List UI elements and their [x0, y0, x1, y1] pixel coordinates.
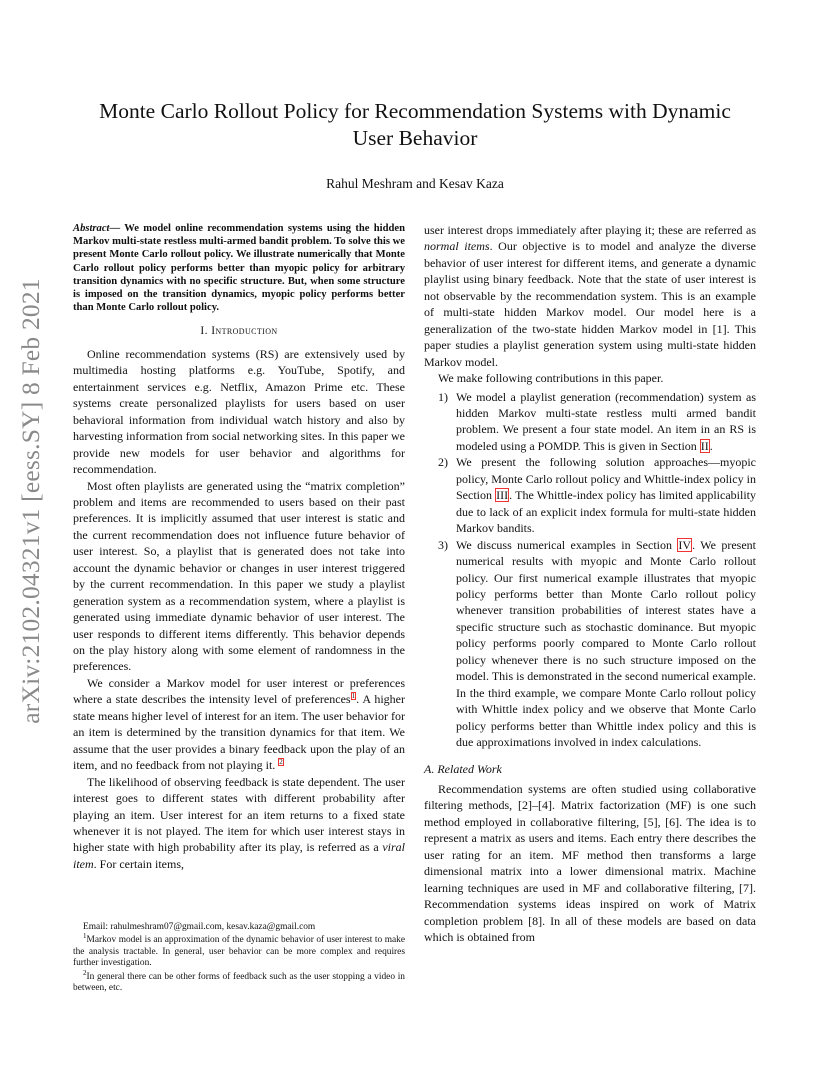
contribution-3-text-b: . We present numerical results with myopic and Monte Carlo rollout policy. Our first numerical example illustrates that myopic policy performs better than Monte Carlo rollout policy whenever transition probabilities of interest states have a specific structure such as stochastic dominance. But myopic policy performs poorly compared to Monte Carlo rollout policy whenever there is no such structure imposed on the model. This is demonstrated in the second numerical example. In the third example, we compare Monte Carlo rollout policy with Whittle index policy and we observe that Monte Carlo policy performs better than Whittle index policy and this is due approximations involved in index calculations. — [456, 537, 756, 750]
intro-paragraph-4 — [73, 774, 405, 873]
left-column — [73, 222, 405, 872]
subsection-heading-related-work: A. Related Work — [424, 761, 502, 776]
abstract-text: — We model online recommendation systems using the hidden Markov multi-state restless multi-armed bandit problem. To solve this we present Monte Carlo rollout policy. We illustrate numerically that Monte Carlo rollout policy performs better than myopic policy for arbitrary transition dynamics with no specific structure. But, when some structure is imposed on the transition dynamics, myopic policy performs better than Monte Carlo rollout policy. — [73, 223, 405, 314]
contribution-2-text-a: We present the following solution approaches—myopic policy, Monte Carlo rollout policy and Whittle-index policy in Section — [456, 455, 756, 503]
section-link-ii[interactable]: II — [700, 438, 709, 453]
section-link-iv[interactable]: IV — [678, 537, 692, 552]
footnote-2-text: In general there can be other forms of feedback such as the user stopping a video in between, etc. — [73, 971, 405, 994]
right-paragraph-1 — [424, 222, 756, 370]
footnote-2-mark: 2 — [83, 968, 87, 977]
abstract — [73, 222, 405, 314]
intro-paragraph-1: Online recommendation systems (RS) are extensively used by multimedia hosting platforms e.g. YouTube, Spotify, and entertainment services e.g. Netflix, Amazon Prime etc. These systems create personalized playlists for users based on user behavioral information from individual watch history and also by harvesting information from social networking sites. In this paper we provide new models for user behavior and algorithms for recommendation. — [73, 346, 405, 477]
author-emails: Email: rahulmeshram07@gmail.com, kesav.kaza@gmail.com — [83, 922, 316, 932]
title-line-2: User Behavior — [352, 126, 478, 150]
intro-p4-part-b: . For certain items, — [93, 856, 184, 871]
contribution-2-text-b: . The Whittle-index policy has limited applicability due to lack of an explicit index formula for multi-state hidden Markov bandits. — [456, 488, 756, 536]
paper-title — [60, 98, 770, 152]
contribution-item — [424, 389, 756, 455]
contributions-list — [424, 389, 756, 751]
arxiv-identifier: arXiv:2102.04321v1 [eess.SY] 8 Feb 2021 — [16, 278, 46, 724]
intro-p3-part-b: . A higher state means higher level of interest for an item. The user behavior for an item is determined by the transition dynamics for that item. We assume that the user provides a binary feedback upon the play of an item, and no feedback from not playing it. — [73, 692, 405, 773]
title-line-1: Monte Carlo Rollout Policy for Recommendation Systems with Dynamic — [99, 99, 731, 123]
section-link-iii[interactable]: III — [496, 488, 509, 503]
contribution-item — [424, 454, 756, 536]
paper-authors: Rahul Meshram and Kesav Kaza — [326, 176, 504, 191]
contribution-1-text-b: . — [709, 438, 713, 453]
arxiv-stamp — [9, 253, 53, 749]
intro-p4-part-a: The likelihood of observing feedback is state dependent. The user interest goes to different states with different probability after playing an item. User interest for an item returns to a fixed state whenever it is not played. The item for which user interest stays in higher state with high probability after its play, is referred as a — [73, 774, 405, 855]
contributions-intro: We make following contributions in this paper. — [438, 371, 664, 386]
normal-items-term: normal items — [424, 239, 490, 254]
contribution-1-text-a: We model a playlist generation (recommendation) system as hidden Markov multi-state restless multi armed bandit problem. We present a four state model. An item in an RS is modeled using a POMDP. This is given in Section — [456, 389, 756, 453]
section-number: I. — [200, 325, 208, 338]
contribution-number: 2) — [438, 455, 448, 470]
footnote-link-2[interactable]: 2 — [279, 758, 283, 767]
section-title: Introduction — [211, 325, 278, 338]
abstract-label: Abstract — [73, 223, 110, 234]
right-p1-part-b: . Our objective is to model and analyze the diverse behavior of user interest for different items, and generate a dynamic playlist using binary feedback. Note that the state of user interest is not observable by the recommendation system. This is an example of multi-state hidden Markov model. Our model here is a generalization of the two-state hidden Markov model in [1]. This paper studies a playlist generation system using multi-state hidden Markov model. — [424, 239, 756, 369]
right-p1-part-a: user interest drops immediately after playing it; these are referred as — [424, 223, 756, 237]
intro-paragraph-2: Most often playlists are generated using the “matrix completion” problem and items are recommended to users based on their past preferences. It is implicitly assumed that user interest is static and the current recommendation does not influence future behavior of user interest. So, a playlist that is generated does not take into account the dynamic behavior or changes in user interest triggered by the current recommendation. In this paper we study a playlist generation system as a recommendation system, where a playlist is generated using immediate dynamic behavior of user interest. The user responds to different items differently. This behavior depends on the play history along with some element of randomness in the preferences. — [73, 478, 405, 674]
contribution-number: 3) — [438, 537, 448, 552]
footnote-1 — [73, 932, 405, 969]
intro-paragraph-3 — [73, 675, 405, 774]
related-work-paragraph: Recommendation systems are often studied using collaborative filtering methods, [2]–[4]. Matrix factorization (MF) is one such method employed in collaborative filtering, [5], [6]. The idea is to represent a matrix as users and items. Each entry there describes the user rating for an item. MF method then transforms a large dimensional matrix into a lower dimensional matrix. Machine learning techniques are used in MF and collaborative filtering, [7]. Recommendation systems ideas inspired on work of Matrix completion problem [8]. In all of these models are based on data which is obtained from — [424, 781, 756, 945]
footnotes — [73, 922, 405, 996]
intro-p3-part-a: We consider a Markov model for user interest or preferences where a state describes the intensity level of preferences — [73, 675, 405, 707]
footnote-1-text: Markov model is an approximation of the dynamic behavior of user interest to make the analysis tractable. In general, user behavior can be more complex and requires further investigation. — [73, 935, 405, 969]
contribution-number: 1) — [438, 389, 448, 404]
right-column — [424, 222, 756, 945]
contribution-item — [424, 537, 756, 751]
footnote-1-mark: 1 — [83, 932, 87, 941]
contribution-3-text-a: We discuss numerical examples in Section — [456, 537, 672, 552]
section-heading-introduction — [73, 323, 405, 339]
footnote-2 — [73, 968, 405, 995]
footnote-link-1[interactable]: 1 — [351, 692, 356, 701]
viral-item-term: viral item — [73, 840, 405, 871]
